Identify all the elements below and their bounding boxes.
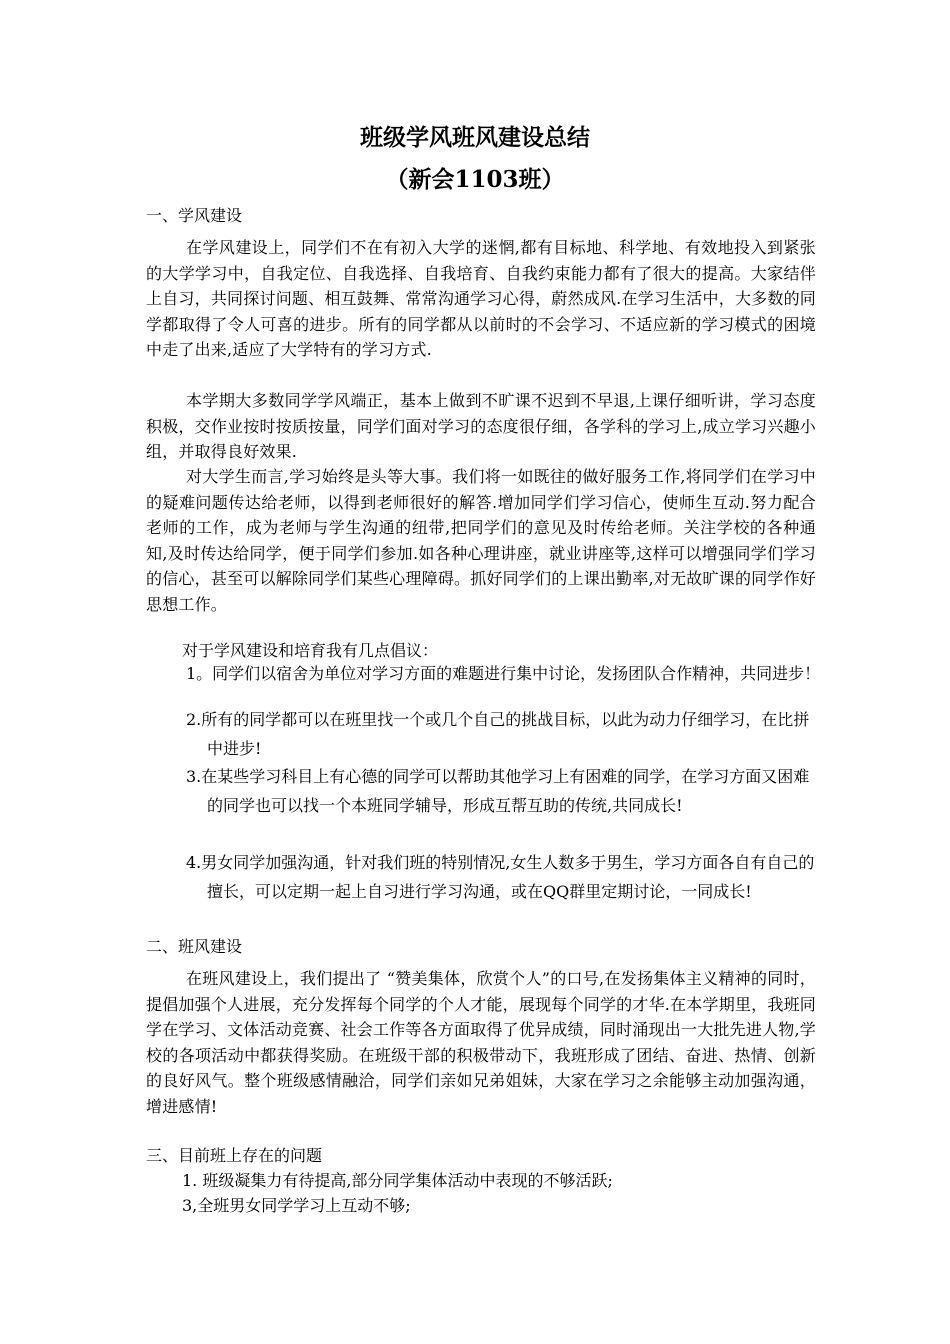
problem-item-2: 3,全班男女同学学习上互动不够; — [182, 1196, 411, 1215]
study-style-paragraph-3: 对大学生而言,学习始终是头等大事。我们将一如既往的做好服务工作,将同学们在学习中的疑难问题传达给老师，以得到老师很好的解答.增加同学们学习信心，使师生互动.努力配合老师的工作，成为老师与学生沟通的纽带,把同学们的意见及时传给老师。关注学校的各种通知,及时传达给同学，便于同学们参加.如各种心理讲座，就业讲座等,这样可以增强同学们学习的信心，甚至可以解除同学们某些心理障碍。抓好同学们的上课出勤率,对无故旷课的同学作好思想工作。 — [146, 467, 816, 614]
proposal-item-1: 1。同学们以宿舍为单位对学习方面的难题进行集中讨论，发扬团队合作精神，共同进步！ — [186, 664, 821, 683]
study-style-paragraph-1: 在学风建设上，同学们不在有初入大学的迷惘,都有目标地、科学地、有效地投入到紧张的大学学习中，自我定位、自我选择、自我培育、自我约束能力都有了很大的提高。大家结伴上自习，共同探讨问题、相互鼓舞、常常沟通学习心得，蔚然成风.在学习生活中，大多数的同学都取得了令人可喜的进步。所有的同学都从以前时的不会学习、不适应新的学习模式的困境中走了出来,适应了大学特有的学习方式. — [146, 238, 816, 359]
document-title: 班级学风班风建设总结 — [360, 124, 590, 151]
study-style-paragraph-2: 本学期大多数同学学风端正，基本上做到不旷课不迟到不早退,上课仔细听讲，学习态度积极，交作业按时按质按量，同学们面对学习的态度很仔细，各学科的学习上,成立学习兴趣小组，并取得良好效果. — [146, 391, 816, 461]
proposal-item-4: 4.男女同学加强沟通，针对我们班的特别情况,女生人数多于男生，学习方面各自有自己的擅长，可以定期一起上自习进行学习沟通，或在QQ群里定期讨论，一同成长! — [186, 853, 815, 901]
proposal-item-2: 2.所有的同学都可以在班里找一个或几个自己的挑战目标，以此为动力仔细学习，在比拼中进步! — [186, 710, 810, 758]
section-heading-study-style: 一、学风建设 — [146, 206, 243, 225]
document-subtitle: （新会1103班） — [385, 166, 565, 193]
section-heading-problems: 三、目前班上存在的问题 — [146, 1146, 323, 1165]
section-heading-class-style: 二、班风建设 — [146, 937, 243, 956]
problem-item-1: 1. 班级凝集力有待提高,部分同学集体活动中表现的不够活跃; — [182, 1171, 613, 1190]
proposal-intro: 对于学风建设和培育我有几点倡议： — [182, 641, 439, 660]
proposal-item-3: 3.在某些学习科目上有心德的同学可以帮助其他学习上有困难的同学，在学习方面又困难的同学也可以找一个本班同学辅导，形成互帮互助的传统,共同成长! — [186, 767, 810, 815]
class-style-paragraph: 在班风建设上，我们提出了 “赞美集体，欣赏个人”的口号,在发扬集体主义精神的同时，提倡加强个人进展，充分发挥每个同学的个人才能，展现每个同学的才华.在本学期里，我班同学在学习、文体活动竞赛、社会工作等各方面取得了优异成绩，同时涌现出一大批先进人物,学校的各项活动中都获得奖励。在班级干部的积极带动下，我班形成了团结、奋进、热情、创新的良好风气。整个班级感情融洽，同学们亲如兄弟姐妹，大家在学习之余能够主动加强沟通，增进感情! — [146, 969, 816, 1116]
